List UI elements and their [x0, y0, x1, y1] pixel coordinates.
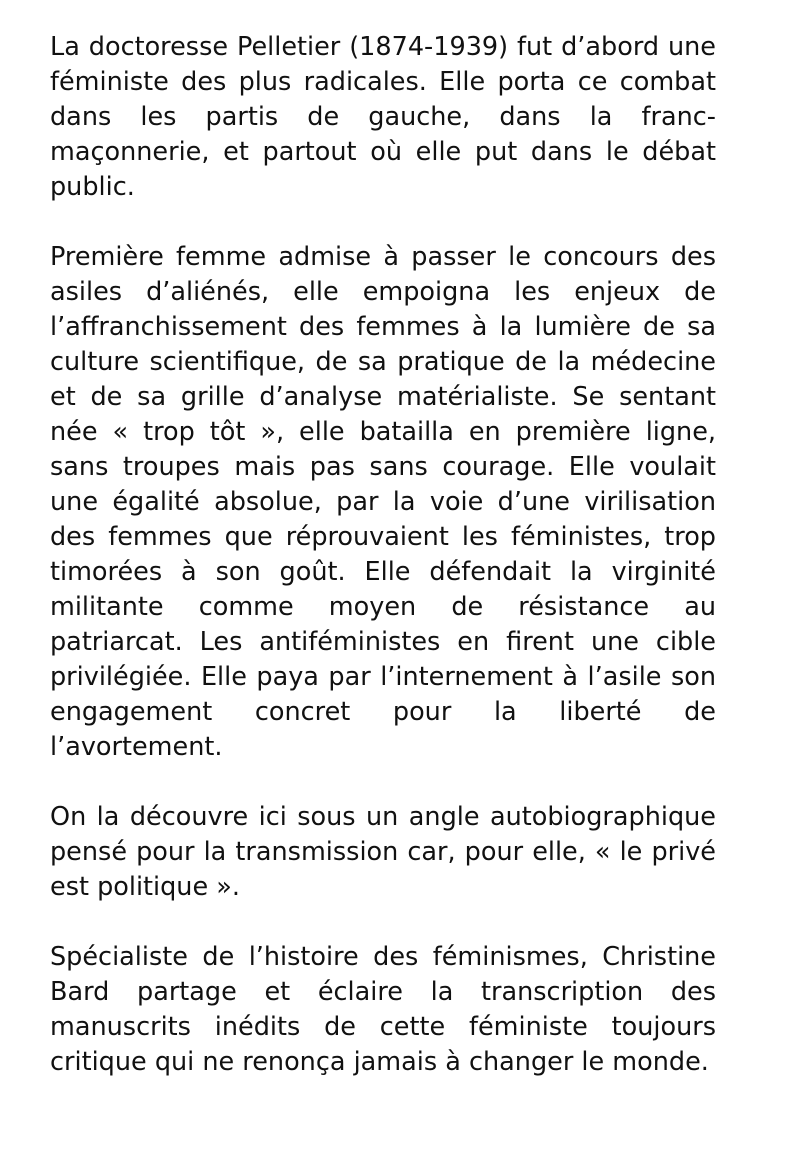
paragraph-biography: Première femme admise à passer le concours des asiles d’aliénés, elle empoigna les enjeux de l’affranchissement des femmes à la lumière de sa culture scientifique, de sa pratique de la médecine et de sa grille d’analyse matérialiste. Se sentant née « trop tôt », elle batailla en première ligne, sans troupes mais pas sans courage. Elle voulait une égalité absolue, par la voie d’une virilisation des femmes que réprouvaient les féministes, trop timorées à son goût. Elle défendait la virginité militante comme moyen de résistance au patriarcat. Les antiféministes en firent une cible privilégiée. Elle paya par l’internement à l’asile son engagement concret pour la liberté de l’avortement.: [50, 242, 716, 762]
paragraph-editor: Spécialiste de l’histoire des féminismes, Christine Bard partage et éclaire la transcription des manuscrits inédits de cette féministe toujours critique qui ne renonça jamais à changer le monde.: [50, 942, 716, 1077]
paragraph-intro: La doctoresse Pelletier (1874-1939) fut d’abord une féministe des plus radicales. Elle porta ce combat dans les partis de gauche, dans la franc-maçonnerie, et partout où elle put dans le débat public.: [50, 32, 716, 202]
paragraph-autobiography: On la découvre ici sous un angle autobiographique pensé pour la transmission car, pour elle, « le privé est politique ».: [50, 802, 716, 902]
